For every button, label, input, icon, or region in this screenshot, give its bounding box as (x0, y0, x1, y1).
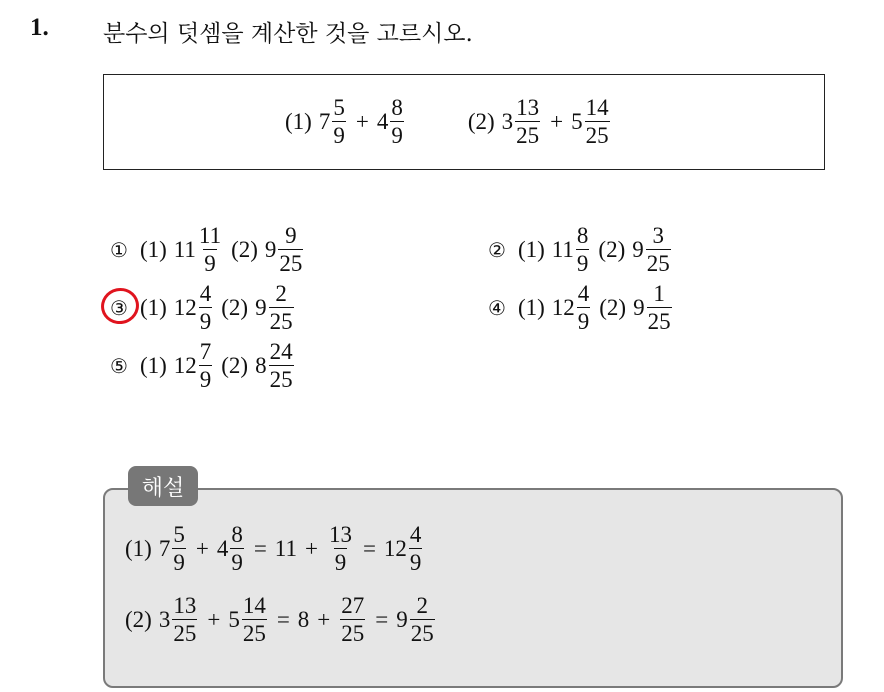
denominator: 9 (333, 123, 345, 148)
problem-2-b-whole: 5 (571, 108, 583, 134)
denominator: 25 (279, 251, 303, 276)
choice-marker-1: ① (110, 237, 128, 262)
whole-part: 4 (216, 535, 229, 561)
numerator: 2 (416, 593, 429, 618)
denominator: 25 (647, 309, 671, 334)
denominator: 25 (269, 309, 293, 334)
question-number: 1. (30, 14, 49, 41)
fraction (269, 340, 294, 391)
question-text: 분수의 덧셈을 계산한 것을 고르시오. (103, 21, 473, 47)
numerator: 13 (328, 522, 352, 547)
plus-sign: + (195, 535, 209, 561)
sub-label-2: (2) (598, 236, 626, 262)
equals-sign: = (375, 606, 389, 632)
fraction (647, 282, 672, 333)
denominator: 9 (204, 251, 216, 276)
fraction (172, 523, 186, 574)
numerator: 24 (269, 339, 293, 364)
denominator: 9 (334, 550, 347, 575)
denominator: 9 (409, 550, 422, 575)
selected-answer-circle (98, 284, 143, 327)
numerator: 14 (242, 593, 266, 618)
problem-expressions (285, 96, 612, 147)
problem-1-a-whole: 7 (318, 108, 331, 134)
problem-1-b-whole: 4 (376, 108, 389, 134)
whole-part: 8 (297, 606, 310, 632)
choice-4[interactable] (488, 282, 674, 333)
fraction (646, 224, 671, 275)
denominator: 25 (410, 621, 434, 646)
problem-1-label: (1) (285, 108, 312, 134)
choice-marker-2: ② (488, 237, 506, 262)
choice-marker-5: ⑤ (110, 353, 128, 378)
numerator: 9 (285, 223, 297, 248)
denominator: 25 (173, 621, 197, 646)
equals-sign: = (276, 606, 290, 632)
whole-part: 7 (158, 535, 171, 561)
plus-sign: + (304, 535, 318, 561)
equals-sign: = (253, 535, 267, 561)
whole-part: 9 (255, 294, 267, 320)
solution-tag: 해설 (128, 466, 198, 506)
denominator: 9 (199, 367, 212, 392)
fraction (199, 282, 213, 333)
denominator: 9 (577, 309, 590, 334)
whole-part: 12 (551, 294, 575, 320)
whole-part: 9 (396, 606, 408, 632)
numerator: 4 (199, 281, 212, 306)
fraction (198, 224, 222, 275)
choice-3[interactable] (110, 282, 296, 333)
choice-marker-3-glyph: ③ (110, 295, 128, 320)
whole-part: 5 (228, 606, 240, 632)
fraction (577, 282, 591, 333)
problem-2-a-fraction (515, 96, 540, 147)
whole-part: 12 (383, 535, 407, 561)
plus-sign: + (207, 606, 221, 632)
choice-marker-4: ④ (488, 295, 506, 320)
numerator: 13 (173, 593, 197, 618)
denominator: 25 (516, 123, 540, 148)
numerator: 5 (333, 95, 345, 120)
solution-1-label: (1) (125, 535, 152, 561)
fraction (340, 594, 365, 645)
denominator: 25 (341, 621, 365, 646)
numerator: 2 (275, 281, 287, 306)
denominator: 9 (199, 309, 212, 334)
fraction (576, 224, 590, 275)
numerator: 27 (341, 593, 365, 618)
fraction (269, 282, 294, 333)
numerator: 11 (198, 223, 222, 248)
fraction (199, 340, 213, 391)
choice-marker-3 (110, 296, 128, 320)
whole-part: 9 (632, 236, 644, 262)
numerator: 7 (199, 339, 212, 364)
whole-part: 11 (173, 236, 196, 262)
solution-box (103, 488, 843, 688)
fraction (328, 523, 353, 574)
denominator: 25 (242, 621, 266, 646)
equals-sign: = (362, 535, 376, 561)
problem-1-a-fraction (332, 96, 346, 147)
fraction (410, 594, 435, 645)
numerator: 8 (231, 522, 243, 547)
problem-2-a-whole: 3 (501, 108, 514, 134)
numerator: 3 (652, 223, 664, 248)
plus-sign: + (317, 606, 331, 632)
solution-2-label: (2) (125, 606, 152, 632)
choice-5[interactable] (110, 340, 296, 391)
fraction (172, 594, 197, 645)
solution-line-1 (125, 523, 424, 574)
solution-line-2 (125, 594, 437, 645)
denominator: 9 (576, 251, 589, 276)
denominator: 9 (391, 123, 403, 148)
fraction (230, 523, 244, 574)
problem-1-b-fraction (390, 96, 404, 147)
whole-part: 8 (255, 352, 267, 378)
choice-1[interactable] (110, 224, 305, 275)
plus-sign: + (355, 108, 369, 134)
whole-part: 12 (173, 352, 197, 378)
numerator: 4 (409, 522, 422, 547)
sub-label-1: (1) (517, 236, 545, 262)
whole-part: 11 (551, 236, 574, 262)
sub-label-2: (2) (231, 236, 258, 262)
whole-part: 9 (264, 236, 277, 262)
sub-label-2: (2) (221, 352, 249, 378)
fraction (242, 594, 267, 645)
plus-sign: + (550, 108, 564, 134)
numerator: 8 (576, 223, 589, 248)
whole-part: 3 (158, 606, 171, 632)
denominator: 25 (585, 123, 609, 148)
sub-label-1: (1) (139, 352, 167, 378)
denominator: 25 (269, 367, 293, 392)
denominator: 25 (646, 251, 670, 276)
numerator: 1 (653, 281, 665, 306)
numerator: 8 (391, 95, 403, 120)
problem-2-b-fraction (585, 96, 610, 147)
sub-label-1: (1) (517, 294, 545, 320)
sub-label-2: (2) (599, 294, 627, 320)
whole-part: 9 (633, 294, 645, 320)
choice-2[interactable] (488, 224, 673, 275)
fraction (278, 224, 303, 275)
sub-label-1: (1) (139, 294, 167, 320)
denominator: 9 (173, 550, 185, 575)
problem-2-label: (2) (467, 108, 495, 134)
denominator: 9 (231, 550, 243, 575)
sub-label-2: (2) (221, 294, 249, 320)
numerator: 13 (516, 95, 540, 120)
sub-label-1: (1) (139, 236, 167, 262)
fraction (409, 523, 423, 574)
numerator: 5 (173, 522, 185, 547)
whole-part: 12 (173, 294, 197, 320)
numerator: 14 (585, 95, 609, 120)
numerator: 4 (577, 281, 590, 306)
whole-part: 11 (274, 535, 297, 561)
